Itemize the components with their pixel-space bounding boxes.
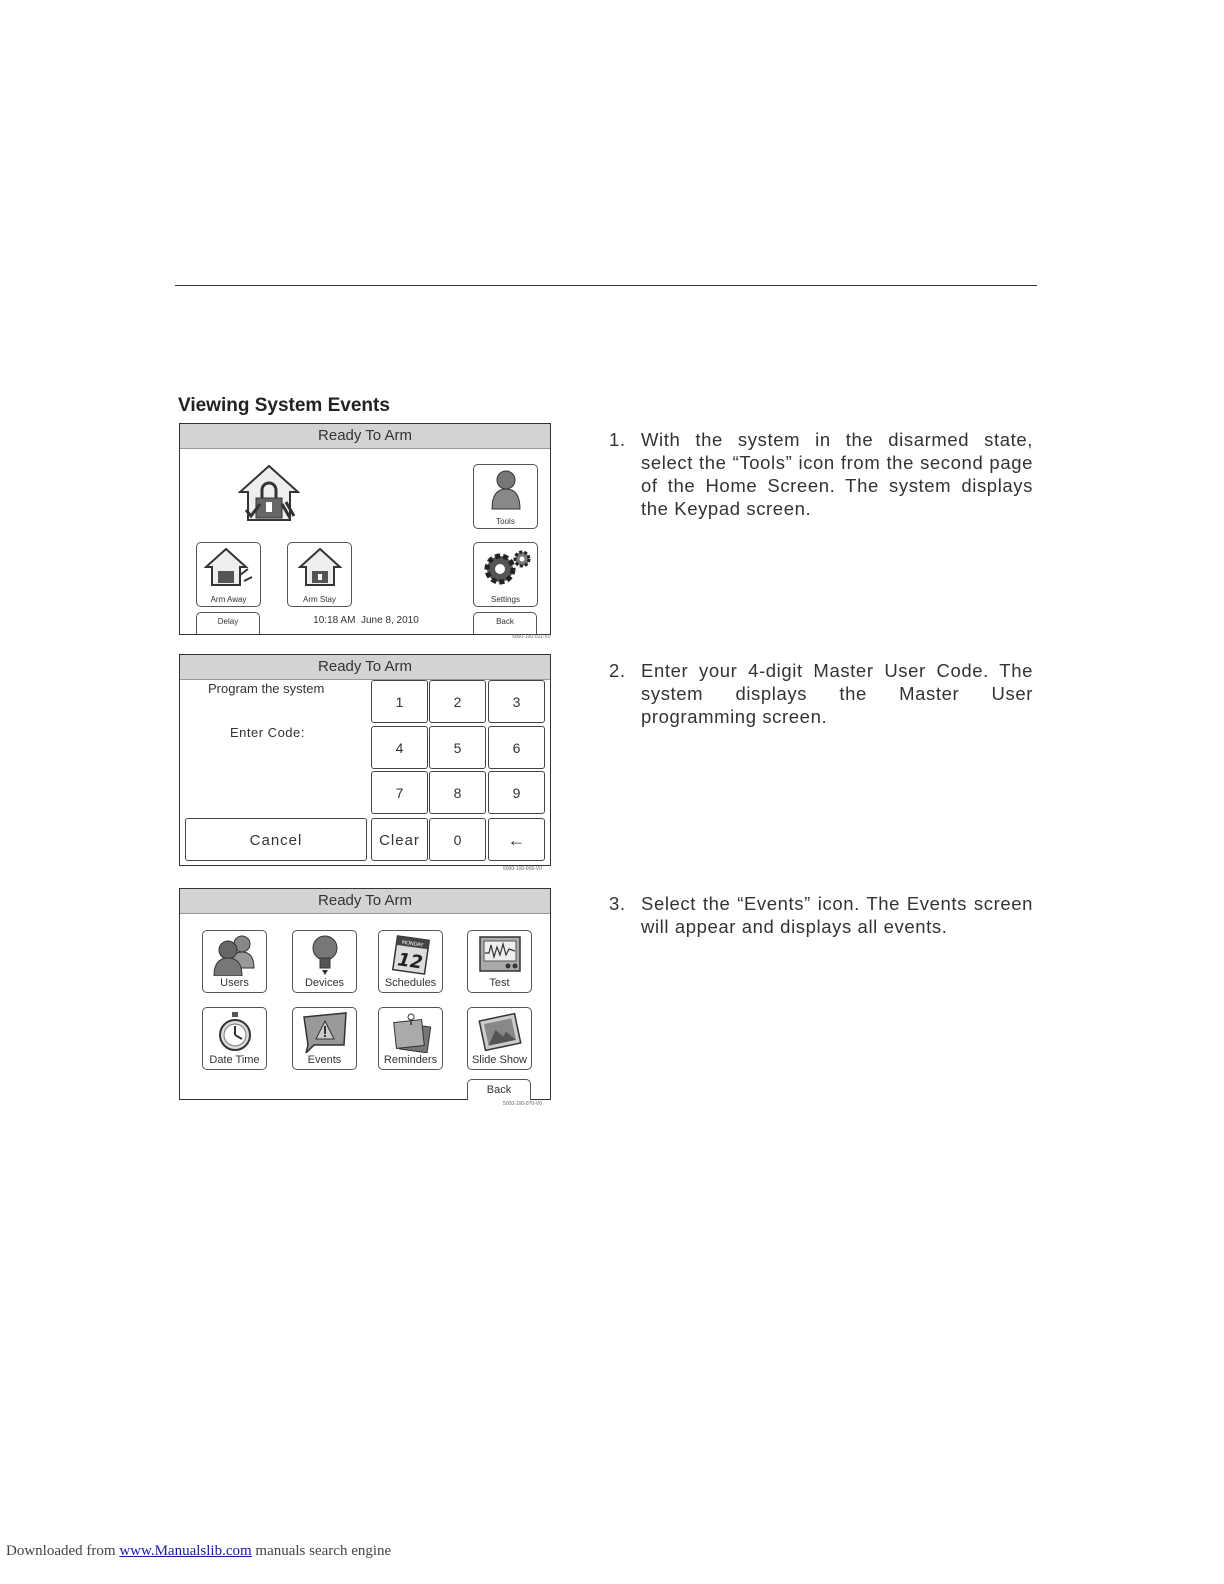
- section-title: Viewing System Events: [178, 395, 390, 416]
- events-label: Events: [307, 1054, 342, 1066]
- arm-away-label: Arm Away: [210, 595, 247, 604]
- figure-code: 5000-100-011-V0: [512, 634, 551, 640]
- step-text: Enter your 4-digit Master User Code. The system displays the Master User programming screen.: [641, 660, 1033, 727]
- key-1[interactable]: 1: [371, 680, 428, 723]
- back-button[interactable]: Back: [467, 1079, 531, 1100]
- backspace-button[interactable]: ←: [488, 818, 545, 861]
- users-label: Users: [220, 977, 249, 989]
- status-bar: Ready To Arm: [180, 424, 550, 449]
- tools-button[interactable]: [473, 464, 538, 529]
- master-user-screen-figure: [179, 888, 551, 1100]
- program-prompt: Program the system: [208, 681, 325, 696]
- devices-button[interactable]: [292, 930, 357, 993]
- users-button[interactable]: [202, 930, 267, 993]
- step-number: 3.: [609, 893, 626, 914]
- download-footer: [6, 1543, 391, 1560]
- clear-button[interactable]: Clear: [371, 818, 428, 861]
- key-5[interactable]: 5: [429, 726, 486, 769]
- keypad-screen-figure: [179, 654, 551, 866]
- footer-suffix: manuals search engine: [255, 1543, 392, 1559]
- step-number: 2.: [609, 660, 626, 681]
- arm-stay-label: Arm Stay: [303, 595, 336, 604]
- key-6[interactable]: 6: [488, 726, 545, 769]
- key-8[interactable]: 8: [429, 771, 486, 814]
- calendar-month: MONDAY: [400, 939, 424, 949]
- settings-label: Settings: [491, 595, 520, 604]
- key-2[interactable]: 2: [429, 680, 486, 723]
- home-screen-figure: [179, 423, 551, 635]
- enter-code-label: Enter Code:: [230, 725, 305, 740]
- slideshow-picture-icon: [478, 1011, 522, 1053]
- calendar-icon: [391, 934, 431, 976]
- key-0[interactable]: 0: [429, 818, 486, 861]
- test-label: Test: [489, 977, 510, 989]
- arm-away-button[interactable]: [196, 542, 261, 607]
- header-rule: [175, 285, 1037, 286]
- house-lock-icon: [238, 464, 300, 522]
- arm-stay-house-icon: [298, 547, 342, 587]
- reminders-button[interactable]: [378, 1007, 443, 1070]
- schedules-label: Schedules: [384, 977, 437, 989]
- step-number: 1.: [609, 429, 626, 450]
- settings-button[interactable]: [473, 542, 538, 607]
- step-text: Select the “Events” icon. The Events screen will appear and displays all events.: [641, 893, 1033, 937]
- delay-button[interactable]: Delay: [196, 612, 260, 634]
- key-4[interactable]: 4: [371, 726, 428, 769]
- date-time-label: Date Time: [209, 1054, 260, 1066]
- figure-code: 5000-100-070-V0: [503, 1101, 542, 1107]
- back-button[interactable]: Back: [473, 612, 537, 634]
- arm-away-house-icon: [204, 547, 254, 587]
- date-time-button[interactable]: [202, 1007, 267, 1070]
- key-9[interactable]: 9: [488, 771, 545, 814]
- calendar-day: 12: [395, 949, 424, 974]
- figure-code: 5000-100-009-V0: [503, 866, 542, 872]
- slide-show-button[interactable]: [467, 1007, 532, 1070]
- key-3[interactable]: 3: [488, 680, 545, 723]
- test-monitor-icon: [478, 935, 522, 975]
- test-button[interactable]: [467, 930, 532, 993]
- date-time-display: 10:18 AM June 8, 2010: [313, 615, 419, 626]
- events-button[interactable]: [292, 1007, 357, 1070]
- settings-gear-icon: [480, 547, 532, 589]
- footer-prefix: Downloaded from: [6, 1543, 116, 1559]
- status-bar: Ready To Arm: [180, 655, 550, 680]
- stopwatch-icon: [217, 1011, 253, 1053]
- tools-label: Tools: [496, 517, 515, 526]
- reminders-label: Reminders: [383, 1054, 438, 1066]
- manualslib-link[interactable]: www.Manualslib.com: [119, 1543, 252, 1559]
- schedules-button[interactable]: [378, 930, 443, 993]
- devices-label: Devices: [304, 977, 345, 989]
- slide-show-label: Slide Show: [471, 1054, 528, 1066]
- arm-stay-button[interactable]: [287, 542, 352, 607]
- step-text: With the system in the disarmed state, select the “Tools” icon from the second page of the Home Screen. The system displays the Keypad screen.: [641, 429, 1033, 519]
- reminders-notes-icon: [389, 1011, 433, 1053]
- tools-person-icon: [489, 469, 523, 511]
- lightbulb-icon: [310, 934, 340, 976]
- users-icon: [212, 934, 258, 976]
- cancel-button[interactable]: Cancel: [185, 818, 367, 861]
- key-7[interactable]: 7: [371, 771, 428, 814]
- events-warning-icon: [300, 1011, 350, 1053]
- status-bar: Ready To Arm: [180, 889, 550, 914]
